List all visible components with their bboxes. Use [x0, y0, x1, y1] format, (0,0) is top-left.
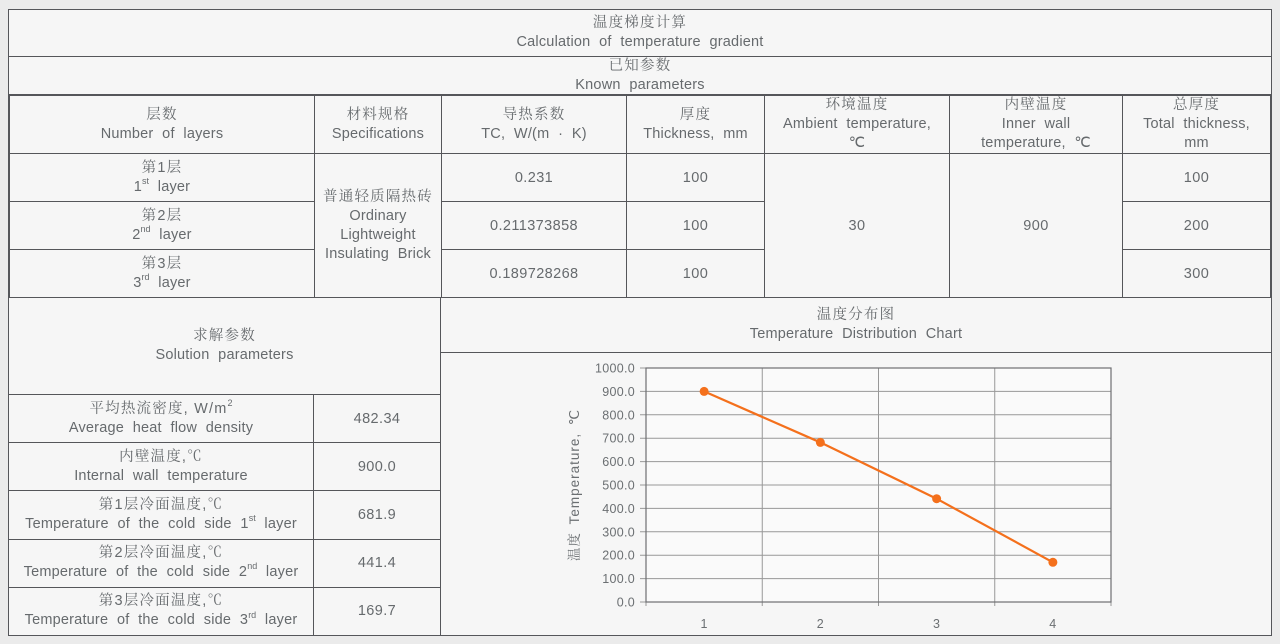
- solution-label: 第1层冷面温度,℃ Temperature of the cold side 1st layer: [9, 491, 314, 538]
- layer-name-en: 1st layer: [133, 175, 191, 195]
- col-header-zh: 内壁温度: [1004, 97, 1068, 113]
- solution-row-internal-wall-temperature: [9, 443, 440, 491]
- y-axis-title: 温度 Temperature, ℃: [567, 408, 582, 562]
- data-point-marker: [1048, 558, 1057, 567]
- known-parameters-header: [9, 57, 1271, 95]
- layer-name-zh: 第3层: [141, 255, 183, 272]
- x-tick-label: 4: [1049, 617, 1057, 631]
- material-zh: 普通轻质隔热砖: [323, 188, 433, 205]
- col-header-en: Number of layers: [100, 125, 224, 142]
- chart-title: [441, 298, 1271, 353]
- known-table-header-row: [10, 96, 1271, 154]
- layer-3-tc-value: 0.189728268: [442, 250, 627, 298]
- solution-row-heat-flow-density: [9, 395, 440, 443]
- solution-value: 900.0: [357, 458, 397, 475]
- material-en: Ordinary Lightweight Insulating Brick: [324, 207, 432, 262]
- col-header-zh: 材料规格: [346, 106, 410, 123]
- layer-name-en: 2nd layer: [132, 223, 192, 243]
- layer-2-total-thickness-value: 200: [1123, 202, 1271, 250]
- solution-label: 平均热流密度, $W/m^2$ Average heat flow density: [9, 395, 314, 442]
- y-tick-label: 200.0: [602, 548, 635, 563]
- inner-wall-temperature-value: 900: [950, 154, 1123, 298]
- col-header-en: Specifications: [331, 125, 425, 142]
- ambient-temperature-value: 30: [765, 154, 950, 298]
- col-header-en: Total thickness, mm: [1143, 116, 1250, 151]
- y-tick-label: 0.0: [616, 595, 635, 610]
- y-tick-label: 800.0: [602, 408, 635, 423]
- layer-3-name: [10, 250, 315, 298]
- col-header-en: Inner wall temperature, ℃: [981, 116, 1091, 151]
- col-header-zh: 总厚度: [1172, 97, 1221, 113]
- known-parameters-table: [9, 95, 1271, 298]
- x-tick-label: 1: [700, 617, 708, 631]
- bottom-section: [9, 298, 1271, 635]
- layer-1-thickness-value: 100: [627, 154, 765, 202]
- col-header-ambient-temperature: [765, 96, 950, 154]
- col-header-specifications: [315, 96, 442, 154]
- layer-name-en: 3rd layer: [133, 271, 191, 291]
- page-title: [9, 10, 1271, 57]
- y-tick-label: 900.0: [602, 384, 635, 399]
- page-title-en: Calculation of temperature gradient: [516, 34, 764, 50]
- y-tick-label: 1000.0: [594, 361, 635, 376]
- solution-row-cold-side-layer-2: [9, 540, 440, 588]
- layer-1-tc-value: 0.231: [442, 154, 627, 202]
- solution-header-zh: 求解参数: [193, 328, 256, 344]
- solution-row-cold-side-layer-1: [9, 491, 440, 539]
- col-header-en: Ambient temperature, ℃: [783, 116, 931, 151]
- solution-value: 681.9: [357, 507, 397, 523]
- solution-parameters-table: [9, 298, 441, 635]
- col-header-zh: 环境温度: [825, 97, 889, 113]
- layer-2-tc-value: 0.211373858: [442, 202, 627, 250]
- y-tick-label: 500.0: [602, 478, 635, 493]
- layer-2-name: [10, 202, 315, 250]
- x-tick-label: 2: [816, 617, 825, 631]
- layer-1-total-thickness-value: 100: [1123, 154, 1271, 202]
- known-parameters-header-en: Known parameters: [575, 76, 705, 93]
- col-header-inner-wall-temperature: [950, 96, 1123, 154]
- solution-label: 第3层冷面温度,℃ Temperature of the cold side 3rd layer: [9, 588, 314, 635]
- layer-1-row: [10, 154, 1271, 202]
- col-header-zh: 导热系数: [502, 106, 566, 123]
- data-point-marker: [816, 438, 825, 447]
- y-tick-label: 400.0: [602, 501, 635, 516]
- y-tick-label: 600.0: [602, 455, 635, 470]
- col-header-number-of-layers: [10, 96, 315, 154]
- col-header-en: Thickness, mm: [643, 125, 748, 142]
- known-parameters-header-zh: 已知参数: [608, 57, 672, 74]
- y-tick-label: 100.0: [602, 572, 635, 587]
- data-point-marker: [700, 387, 709, 396]
- solution-row-cold-side-layer-3: [9, 588, 440, 635]
- solution-header-en: Solution parameters: [155, 347, 294, 363]
- calculation-sheet: [8, 9, 1272, 636]
- layer-1-name: [10, 154, 315, 202]
- chart-body: [441, 353, 1271, 635]
- solution-value: 482.34: [353, 410, 401, 427]
- material-specifications-cell: [315, 154, 442, 298]
- layer-name-zh: 第2层: [141, 207, 183, 224]
- chart-title-zh: 温度分布图: [816, 307, 896, 323]
- chart-title-en: Temperature Distribution Chart: [749, 326, 963, 342]
- solution-label: 内壁温度,℃ Internal wall temperature: [9, 443, 314, 490]
- x-tick-label: 3: [932, 617, 941, 631]
- layer-name-zh: 第1层: [141, 159, 183, 176]
- temperature-distribution-chart: [441, 353, 1271, 634]
- solution-value: 441.4: [357, 555, 397, 572]
- data-point-marker: [932, 494, 941, 503]
- col-header-zh: 厚度: [679, 106, 712, 123]
- col-header-thermal-conductivity: [442, 96, 627, 154]
- page-title-zh: 温度梯度计算: [592, 15, 688, 31]
- solution-label: 第2层冷面温度,℃ Temperature of the cold side 2nd layer: [9, 540, 314, 587]
- layer-2-thickness-value: 100: [627, 202, 765, 250]
- y-tick-label: 700.0: [602, 431, 635, 446]
- col-header-thickness: [627, 96, 765, 154]
- layer-3-thickness-value: 100: [627, 250, 765, 298]
- col-header-zh: 层数: [146, 106, 178, 123]
- temperature-chart-pane: [441, 298, 1271, 635]
- col-header-en: TC, W/(m · K): [481, 125, 587, 142]
- layer-3-total-thickness-value: 300: [1123, 250, 1271, 298]
- solution-parameters-header: [9, 298, 440, 395]
- col-header-total-thickness: [1123, 96, 1271, 154]
- y-tick-label: 300.0: [602, 525, 635, 540]
- solution-value: 169.7: [357, 603, 397, 620]
